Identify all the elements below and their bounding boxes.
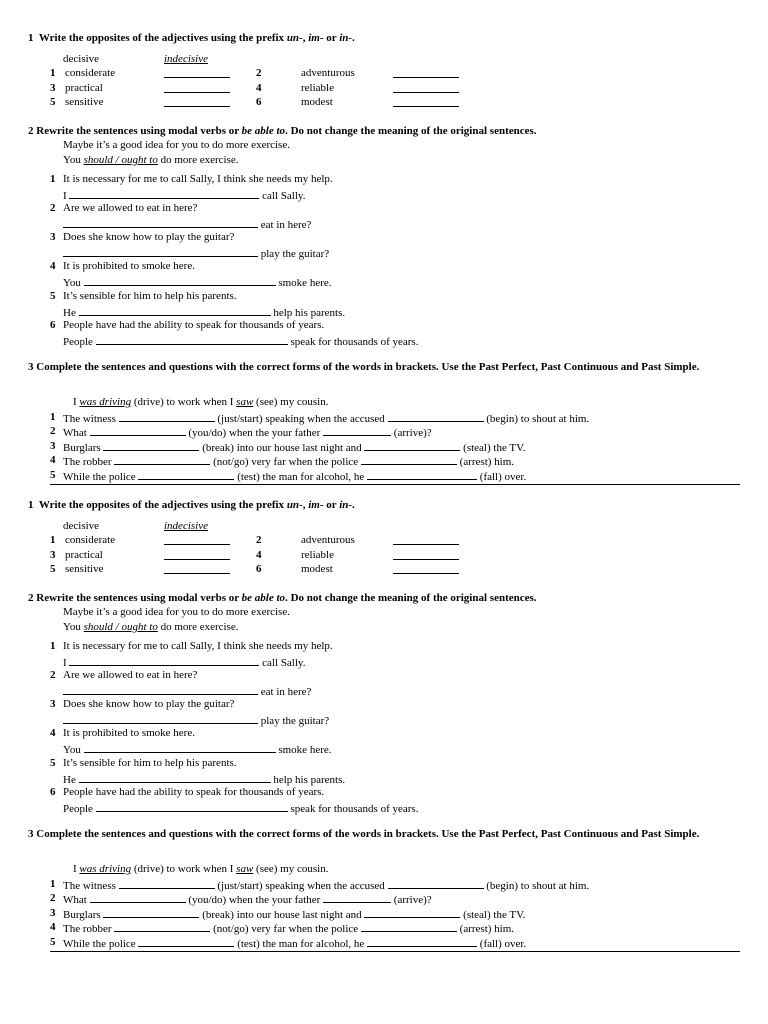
answer-blank[interactable] (164, 533, 230, 545)
answer-blank[interactable] (69, 187, 259, 199)
adjective: modest (301, 96, 333, 108)
answer-blank[interactable] (90, 891, 186, 903)
item-number: 2 (50, 892, 56, 904)
prefix-im: im- (308, 499, 324, 511)
adjective: reliable (301, 82, 334, 94)
sentence-part: (just/start) speaking when the accused (217, 880, 385, 892)
item-number: 5 (50, 469, 56, 481)
answer-blank[interactable] (103, 439, 199, 451)
exercise-number: 1 (28, 32, 34, 44)
example-verb-2: saw (236, 396, 254, 408)
item-number: 3 (50, 907, 56, 919)
exercise-1-instruction: Write the opposites of the adjectives using the prefix (38, 499, 285, 511)
sentence-part: (arrest) him. (459, 923, 515, 935)
exercise-2-instruction-end: . Do not change the meaning of the original sentences. (285, 125, 537, 137)
example-rest: do more exercise. (160, 154, 239, 166)
example-answer: indecisive (164, 520, 208, 532)
answer-blank[interactable] (393, 562, 459, 574)
answer-blank[interactable] (84, 741, 276, 753)
period: . (352, 32, 355, 44)
rewrite-rest: play the guitar? (260, 715, 330, 727)
separator: , (302, 499, 306, 511)
sentence-part: The witness (63, 413, 116, 425)
sentence-part: Burglars (63, 909, 101, 921)
answer-blank[interactable] (79, 771, 271, 783)
exercise-2-instruction: Rewrite the sentences using modal verbs or (36, 592, 239, 604)
answer-blank[interactable] (164, 95, 230, 107)
or-word: or (326, 32, 337, 44)
rewrite-subject: I (63, 657, 67, 669)
item-number: 2 (256, 67, 262, 79)
answer-blank[interactable] (69, 654, 259, 666)
answer-blank[interactable] (393, 95, 459, 107)
sentence-part: What (63, 894, 87, 906)
exercise-1-title (28, 31, 355, 46)
sentence-part: The witness (63, 880, 116, 892)
item-number: 5 (50, 290, 56, 302)
example-end: (see) my cousin. (256, 396, 329, 408)
item-number: 3 (50, 440, 56, 452)
item-number: 2 (50, 669, 56, 681)
gap-fill-sentence (63, 468, 526, 485)
exercise-3-example (73, 395, 328, 410)
prefix-im: im- (308, 32, 324, 44)
item-number: 4 (50, 454, 56, 466)
sentence-part: (arrest) him. (459, 456, 515, 468)
item-number: 4 (256, 549, 262, 561)
original-sentence: Are we allowed to eat in here? (63, 669, 198, 681)
answer-blank[interactable] (119, 877, 215, 889)
original-sentence: It is necessary for me to call Sally, I think she needs my help. (63, 173, 333, 185)
answer-blank[interactable] (388, 410, 484, 422)
sentence-part: (break) into our house last night and (202, 442, 362, 454)
exercise-2-instruction-end: . Do not change the meaning of the original sentences. (285, 592, 537, 604)
item-number: 1 (50, 534, 56, 546)
item-number: 5 (50, 936, 56, 948)
rewrite-rest: smoke here. (278, 277, 332, 289)
exercise-2-title (28, 591, 537, 606)
answer-blank[interactable] (63, 245, 258, 257)
answer-blank[interactable] (164, 562, 230, 574)
sentence-part: (steal) the TV. (463, 909, 526, 921)
example-middle: (drive) to work when I (133, 396, 234, 408)
rewrite-subject: He (63, 774, 76, 786)
rewrite-rest: speak for thousands of years. (290, 336, 419, 348)
answer-blank[interactable] (96, 333, 288, 345)
gap-fill-sentence (63, 935, 526, 952)
prefix-un: un- (286, 32, 303, 44)
rewrite-subject: People (63, 803, 93, 815)
exercise-3-instruction: Complete the sentences and questions with the correct forms of the words in brackets. Use the Past Perfect, Past Continuous and Past Simple. (36, 361, 700, 373)
exercise-3-instruction: Complete the sentences and questions with the correct forms of the words in brackets. Use the Past Perfect, Past Continuous and Past Simple. (36, 828, 700, 840)
adjective: reliable (301, 549, 334, 561)
answer-blank[interactable] (367, 468, 477, 480)
exercise-2-title (28, 124, 537, 139)
answer-blank[interactable] (79, 304, 271, 316)
answer-blank[interactable] (393, 533, 459, 545)
item-number: 4 (256, 82, 262, 94)
prefix-in: in- (339, 499, 353, 511)
answer-blank[interactable] (364, 439, 460, 451)
answer-blank[interactable] (96, 800, 288, 812)
sentence-part: (arrive)? (393, 894, 432, 906)
item-number: 3 (50, 698, 56, 710)
rewrite-rest: play the guitar? (260, 248, 330, 260)
sentence-part: (test) the man for alcohol, he (237, 938, 365, 950)
rewrite-subject: I (63, 190, 67, 202)
item-number: 3 (50, 82, 56, 94)
item-number: 2 (50, 202, 56, 214)
prefix-un: un- (286, 499, 303, 511)
sentence-part: (begin) to shout at him. (486, 880, 590, 892)
adjective: adventurous (301, 534, 355, 546)
answer-blank[interactable] (63, 216, 258, 228)
sentence-part: The robber (63, 923, 112, 935)
answer-blank[interactable] (164, 81, 230, 93)
item-number: 4 (50, 921, 56, 933)
original-sentence: It’s sensible for him to help his parents. (63, 757, 237, 769)
exercise-2-instruction-italic: be able to (241, 125, 286, 137)
rewrite-line (63, 333, 418, 350)
rewrite-rest: speak for thousands of years. (290, 803, 419, 815)
original-sentence: It is prohibited to smoke here. (63, 260, 195, 272)
answer-blank[interactable] (90, 424, 186, 436)
item-number: 3 (50, 231, 56, 243)
exercise-2-example-answer (63, 620, 239, 635)
rewrite-subject: You (63, 277, 81, 289)
example-rest: do more exercise. (160, 621, 239, 633)
sentence-part: (test) the man for alcohol, he (237, 471, 365, 483)
or-word: or (326, 499, 337, 511)
item-number: 4 (50, 260, 56, 272)
adjective: practical (65, 549, 103, 561)
exercise-number: 1 (28, 499, 34, 511)
rewrite-subject: You (63, 744, 81, 756)
sentence-part: (begin) to shout at him. (486, 413, 590, 425)
period: . (352, 499, 355, 511)
example-modal: should / ought to (83, 154, 158, 166)
exercise-1-instruction: Write the opposites of the adjectives using the prefix (38, 32, 285, 44)
sentence-part: (fall) over. (479, 938, 527, 950)
item-number: 4 (50, 727, 56, 739)
item-number: 1 (50, 640, 56, 652)
exercise-2-instruction: Rewrite the sentences using modal verbs or (36, 125, 239, 137)
item-number: 3 (50, 549, 56, 561)
sentence-part: (break) into our house last night and (202, 909, 362, 921)
original-sentence: People have had the ability to speak for thousands of years. (63, 319, 325, 331)
answer-blank[interactable] (361, 453, 457, 465)
rewrite-subject: He (63, 307, 76, 319)
answer-blank[interactable] (323, 891, 391, 903)
separator: , (302, 32, 306, 44)
example-subject: I (73, 396, 77, 408)
example-subject: You (63, 154, 81, 166)
item-number: 1 (50, 411, 56, 423)
answer-blank[interactable] (103, 906, 199, 918)
item-number: 5 (50, 757, 56, 769)
prefix-in: in- (339, 32, 353, 44)
answer-blank[interactable] (364, 906, 460, 918)
answer-blank[interactable] (323, 424, 391, 436)
sentence-part: (you/do) when the your father (188, 894, 321, 906)
original-sentence: People have had the ability to speak for thousands of years. (63, 786, 325, 798)
sentence-part: What (63, 427, 87, 439)
answer-blank[interactable] (119, 410, 215, 422)
exercise-2-instruction-italic: be able to (241, 592, 286, 604)
item-number: 6 (50, 319, 56, 331)
item-number: 2 (50, 425, 56, 437)
adjective: adventurous (301, 67, 355, 79)
answer-blank[interactable] (164, 66, 230, 78)
rewrite-rest: call Sally. (262, 657, 306, 669)
adjective: sensitive (65, 96, 104, 108)
answer-blank[interactable] (138, 468, 234, 480)
item-number: 5 (50, 563, 56, 575)
exercise-number: 3 (28, 828, 34, 840)
answer-blank[interactable] (164, 548, 230, 560)
rewrite-rest: help his parents. (273, 774, 346, 786)
item-number: 1 (50, 878, 56, 890)
item-number: 6 (50, 786, 56, 798)
sentence-part: (fall) over. (479, 471, 527, 483)
example-word: decisive (63, 53, 100, 65)
answer-blank[interactable] (63, 712, 258, 724)
sentence-part: (just/start) speaking when the accused (217, 413, 385, 425)
sentence-part: While the police (63, 938, 136, 950)
exercise-number: 2 (28, 592, 34, 604)
answer-blank[interactable] (114, 453, 210, 465)
rewrite-rest: smoke here. (278, 744, 332, 756)
exercise-2-example-answer (63, 153, 239, 168)
answer-blank[interactable] (138, 935, 234, 947)
example-verb-2: saw (236, 863, 254, 875)
item-number: 1 (50, 67, 56, 79)
example-subject: I (73, 863, 77, 875)
answer-blank[interactable] (361, 920, 457, 932)
sentence-part: (arrive)? (393, 427, 432, 439)
answer-blank[interactable] (114, 920, 210, 932)
item-number: 5 (50, 96, 56, 108)
rewrite-rest: eat in here? (260, 686, 312, 698)
example-end: (see) my cousin. (256, 863, 329, 875)
answer-blank[interactable] (84, 274, 276, 286)
answer-blank[interactable] (393, 81, 459, 93)
original-sentence: It is prohibited to smoke here. (63, 727, 195, 739)
example-middle: (drive) to work when I (133, 863, 234, 875)
adjective: practical (65, 82, 103, 94)
rewrite-subject: People (63, 336, 93, 348)
example-modal: should / ought to (83, 621, 158, 633)
answer-blank[interactable] (63, 683, 258, 695)
answer-blank[interactable] (388, 877, 484, 889)
exercise-3-example (73, 862, 328, 877)
item-number: 6 (256, 563, 262, 575)
rewrite-rest: eat in here? (260, 219, 312, 231)
answer-blank[interactable] (367, 935, 477, 947)
exercise-number: 3 (28, 361, 34, 373)
rewrite-rest: help his parents. (273, 307, 346, 319)
sentence-part: (not/go) very far when the police (213, 456, 359, 468)
example-verb-1: was driving (79, 396, 132, 408)
item-number: 6 (256, 96, 262, 108)
sentence-part: (you/do) when the your father (188, 427, 321, 439)
adjective: considerate (65, 67, 116, 79)
exercise-3-title (28, 827, 743, 842)
exercise-3-title (28, 360, 743, 375)
adjective: modest (301, 563, 333, 575)
original-sentence: Does she know how to play the guitar? (63, 231, 235, 243)
example-subject: You (63, 621, 81, 633)
exercise-2-example-line: Maybe it’s a good idea for you to do more exercise. (63, 139, 290, 151)
item-number: 2 (256, 534, 262, 546)
rewrite-rest: call Sally. (262, 190, 306, 202)
exercise-number: 2 (28, 125, 34, 137)
example-verb-1: was driving (79, 863, 132, 875)
example-answer: indecisive (164, 53, 208, 65)
sentence-part: (steal) the TV. (463, 442, 526, 454)
answer-blank[interactable] (393, 548, 459, 560)
original-sentence: Does she know how to play the guitar? (63, 698, 235, 710)
adjective: considerate (65, 534, 116, 546)
sentence-part: Burglars (63, 442, 101, 454)
rewrite-line (63, 800, 418, 817)
original-sentence: Are we allowed to eat in here? (63, 202, 198, 214)
original-sentence: It is necessary for me to call Sally, I think she needs my help. (63, 640, 333, 652)
example-word: decisive (63, 520, 100, 532)
adjective: sensitive (65, 563, 104, 575)
sentence-part: The robber (63, 456, 112, 468)
sentence-part: (not/go) very far when the police (213, 923, 359, 935)
answer-blank[interactable] (393, 66, 459, 78)
original-sentence: It’s sensible for him to help his parents. (63, 290, 237, 302)
exercise-1-title (28, 498, 355, 513)
exercise-2-example-line: Maybe it’s a good idea for you to do more exercise. (63, 606, 290, 618)
sentence-part: While the police (63, 471, 136, 483)
item-number: 1 (50, 173, 56, 185)
